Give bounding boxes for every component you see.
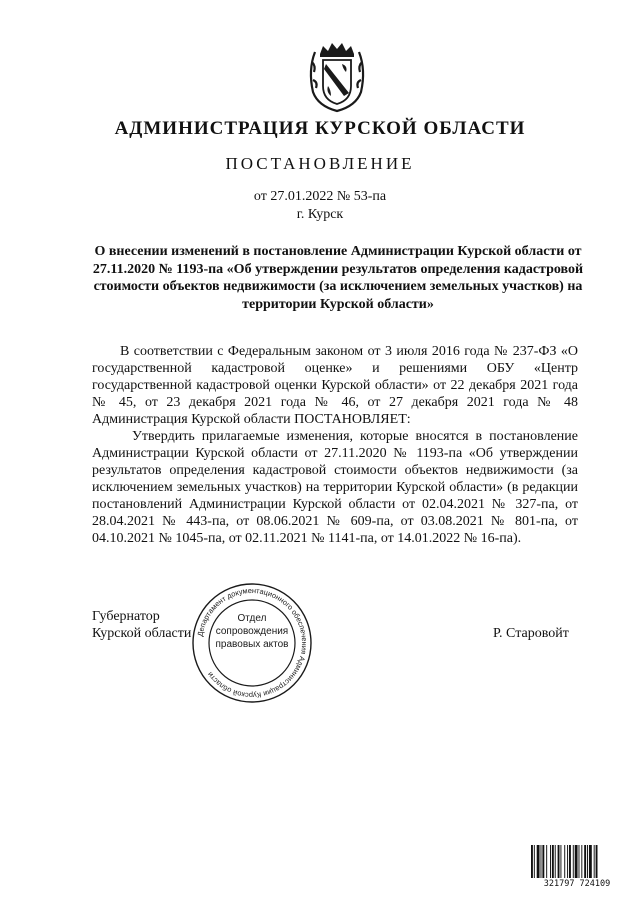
signatory-title-line-2: Курской области: [92, 626, 192, 641]
document-type: ПОСТАНОВЛЕНИЕ: [225, 154, 415, 173]
barcode-bar: [589, 845, 592, 878]
barcode-bar: [573, 845, 574, 878]
barcode-bar: [550, 845, 551, 878]
stamp-center-text: Отдел сопровождения правовых актов: [215, 613, 289, 650]
body-paragraph-2-text: Утвердить прилагаемые изменения, которые вносятся в постановление Администрации Курской области от 27.11.2020 № 1193-па «Об утверждении результатов определения кадастровой стоимости объектов недвижимости (за исключением земельных участков) на территории Курской области» (в редакции постановлений Администрации Курской области от 02.04.2021 № 327-па, от 28.04.2021 № 443-па, от 08.06.2021 № 609-па, от 03.08.2021 № 801-па, от 04.10.2021 № 1045-па, от 02.11.2021 № 1141-па, от 14.01.2022 № 16-па).: [92, 429, 578, 546]
barcode-bar: [567, 845, 568, 878]
coat-of-arms-emblem: [306, 40, 368, 114]
organization-title: АДМИНИСТРАЦИЯ КУРСКОЙ ОБЛАСТИ: [114, 118, 526, 139]
body-paragraph-2: [92, 428, 578, 547]
barcode-bar: [537, 845, 540, 878]
barcode-bar: [575, 845, 578, 878]
barcode-bar: [594, 845, 595, 878]
document-heading: О внесении изменений в постановление Администрации Курской области от 27.11.2020 № 1193-па «Об утверждении результатов определения кадастровой стоимости объектов недвижимости (за исключением земельных участков) на территории Курской области»: [92, 244, 584, 312]
barcode-bar: [541, 845, 542, 878]
barcode-bar: [542, 845, 544, 878]
barcode-bar: [584, 845, 586, 878]
document-city: г. Курск: [296, 207, 344, 222]
barcode-bar: [555, 845, 556, 878]
body-paragraph-1: [92, 343, 578, 428]
barcode-bar: [579, 845, 580, 878]
barcode-bar: [534, 845, 535, 878]
barcode-bar: [569, 845, 571, 878]
document-date-number: от 27.01.2022 № 53-па: [253, 189, 387, 204]
signatory-name: Р. Старовойт: [493, 626, 569, 641]
signatory-title: [92, 608, 191, 642]
barcode-bar: [596, 845, 598, 878]
stamp-ring-text: Департамент документационного обеспечения Администрации Курской области: [195, 585, 310, 701]
signatory-title-line-1: Губернатор: [92, 609, 160, 624]
barcode-bar: [552, 845, 554, 878]
official-stamp: [190, 582, 314, 704]
barcode-bar: [564, 845, 565, 878]
barcode-number: 321797 724109: [543, 879, 611, 889]
barcode-bar: [546, 845, 547, 878]
barcode-bar: [558, 845, 560, 878]
barcode: [531, 845, 623, 878]
barcode-bar: [531, 845, 533, 878]
barcode-bar: [581, 845, 582, 878]
body-paragraph-1-text: В соответствии с Федеральным законом от 3 июля 2016 года № 237-ФЗ «О государственной кадастровой оценке» и решениями ОБУ «Центр государственной кадастровой оценки Курской области» от 22 декабря 2021 года № 45, от 23 декабря 2021 года № 46, от 27 декабря 2021 года № 48 Администрация Курской области ПОСТАНОВЛЯЕТ:: [92, 344, 578, 427]
barcode-bar: [587, 845, 588, 878]
barcode-bar: [560, 845, 561, 878]
